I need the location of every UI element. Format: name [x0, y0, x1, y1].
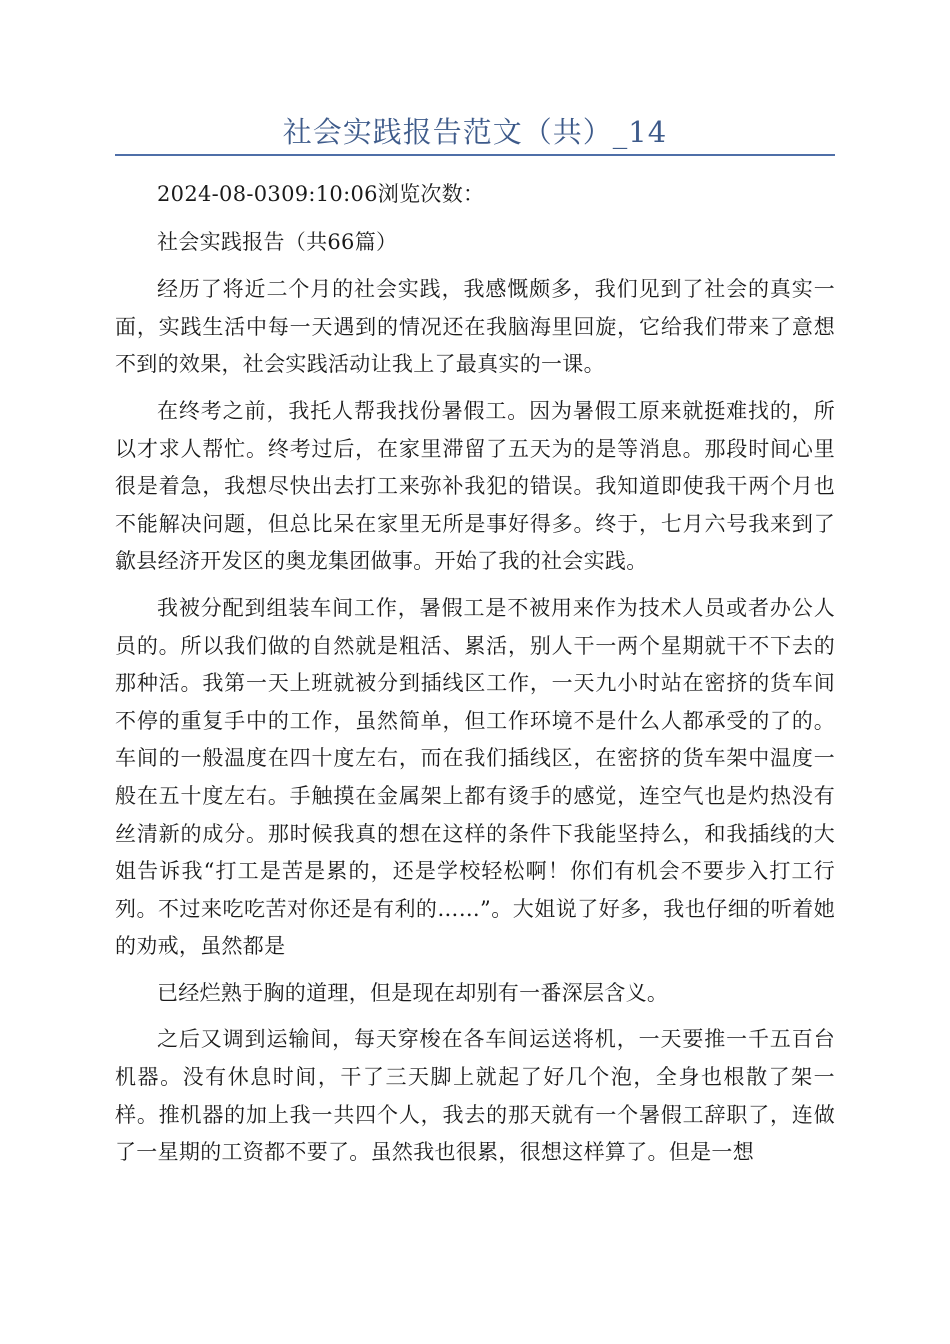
document-body	[115, 176, 835, 1181]
meta-line: 2024-08-0309:10:06浏览次数：	[157, 182, 485, 206]
paragraph-2: 在终考之前，我托人帮我找份暑假工。因为暑假工原来就挺难找的，所以才求人帮忙。终考过后，在家里滞留了五天为的是等消息。那段时间心里很是着急，我想尽快出去打工来弥补我犯的错误。我知道即使我干两个月也不能解决问题，但总比呆在家里无所是事好得多。终于，七月六号我来到了歙县经济开发区的奥龙集团做事。开始了我的社会实践。	[115, 398, 835, 574]
paragraph-3: 我被分配到组装车间工作，暑假工是不被用来作为技术人员或者办公人员的。所以我们做的自然就是粗活、累活，别人干一两个星期就干不下去的那种活。我第一天上班就被分到插线区工作，一天九小时站在密挤的货车间不停的重复手中的工作，虽然简单，但工作环境不是什么人都承受的了的。车间的一般温度在四十度左右，而在我们插线区，在密挤的货车架中温度一般在五十度左右。手触摸在金属架上都有烫手的感觉，连空气也是灼热没有丝清新的成分。那时候我真的想在这样的条件下我能坚持么，和我插线的大姐告诉我“打工是苦是累的，还是学校轻松啊！你们有机会不要步入打工行列。不过来吃吃苦对你还是有利的……”。大姐说了好多，我也仔细的听着她的劝戒，虽然都是	[115, 595, 835, 959]
document-title: 社会实践报告范文（共）_14	[282, 115, 668, 149]
title-underline	[115, 154, 835, 156]
paragraph-4: 已经烂熟于胸的道理，但是现在却别有一番深层含义。	[157, 980, 669, 1005]
paragraph-1: 经历了将近二个月的社会实践，我感慨颇多，我们见到了社会的真实一面，实践生活中每一天遇到的情况还在我脑海里回旋，它给我们带来了意想不到的效果，社会实践活动让我上了最真实的一课。	[115, 277, 835, 377]
paragraph-5: 之后又调到运输间，每天穿梭在各车间运送将机，一天要推一千五百台机器。没有休息时间，干了三天脚上就起了好几个泡，全身也根散了架一样。推机器的加上我一共四个人，我去的那天就有一个暑假工辞职了，连做了一星期的工资都不要了。虽然我也很累，很想这样算了。但是一想	[115, 1027, 835, 1165]
document-subtitle: 社会实践报告（共66篇）	[157, 229, 398, 254]
